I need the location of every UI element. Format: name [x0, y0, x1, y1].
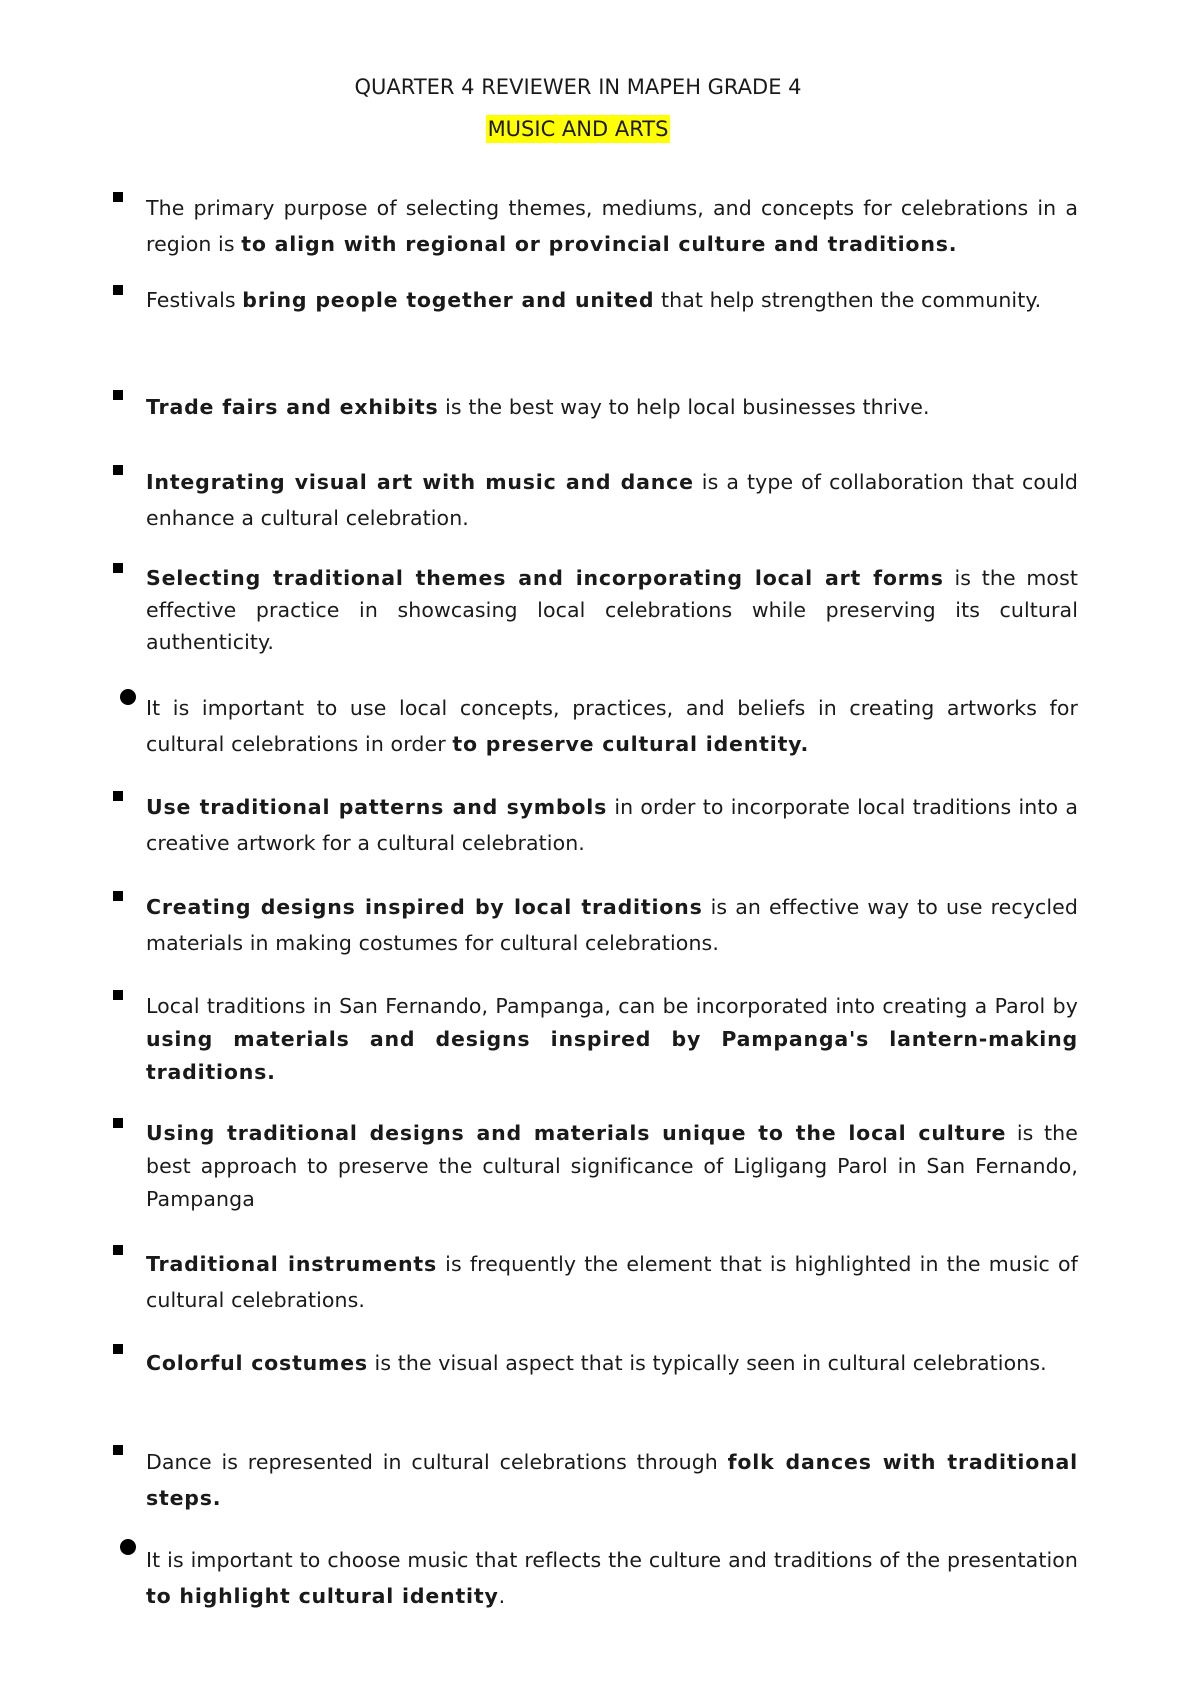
- item-text: Local traditions in San Fernando, Pampanga, can be incorporated into creating a Parol by: [146, 994, 1078, 1018]
- subtitle-highlighted: MUSIC AND ARTS: [487, 117, 669, 141]
- item-bold-text: Traditional instruments: [146, 1252, 437, 1276]
- square-bullet-icon: [113, 1344, 123, 1354]
- item-bold-text: Trade fairs and exhibits: [146, 395, 439, 419]
- list-item: [146, 1246, 1078, 1318]
- list-item: [146, 789, 1078, 861]
- square-bullet-icon: [113, 1445, 123, 1455]
- list-item: [146, 1345, 1078, 1381]
- item-text: that help strengthen the community.: [654, 288, 1042, 312]
- round-bullet-icon: [120, 1539, 136, 1555]
- list-item: [146, 1542, 1078, 1614]
- square-bullet-icon: [113, 465, 123, 475]
- square-bullet-icon: [113, 1245, 123, 1255]
- page-title: QUARTER 4 REVIEWER IN MAPEH GRADE 4: [354, 75, 802, 99]
- square-bullet-icon: [113, 791, 123, 801]
- item-bold-text: to preserve cultural identity.: [452, 732, 810, 756]
- item-text: is frequently the element that is highlighted in the music of cultural celebrations.: [146, 1252, 1078, 1312]
- item-text: It is important to choose music that reflects the culture and traditions of the presentation: [146, 1548, 1078, 1572]
- square-bullet-icon: [113, 563, 123, 573]
- item-text: is the visual aspect that is typically seen in cultural celebrations.: [367, 1351, 1047, 1375]
- item-text: is an effective way to use recycled materials in making costumes for cultural celebrations.: [146, 895, 1078, 955]
- item-bold-text: folk dances with traditional steps.: [146, 1450, 1078, 1510]
- square-bullet-icon: [113, 390, 123, 400]
- item-bold-text: Creating designs inspired by local traditions: [146, 895, 703, 919]
- item-text: in order to incorporate local traditions into a creative artwork for a cultural celebration.: [146, 795, 1078, 855]
- item-bold-text: using materials and designs inspired by Pampanga's lantern-making traditions.: [146, 1027, 1078, 1084]
- item-text: Dance is represented in cultural celebrations through: [146, 1450, 728, 1474]
- item-bold-text: to align with regional or provincial culture and traditions.: [241, 232, 958, 256]
- square-bullet-icon: [113, 285, 123, 295]
- item-text: The primary purpose of selecting themes, mediums, and concepts for celebrations in a region is: [146, 196, 1078, 256]
- item-text: is a type of collaboration that could enhance a cultural celebration.: [146, 470, 1078, 530]
- list-item: [146, 464, 1078, 536]
- item-bold-text: to highlight cultural identity: [146, 1584, 499, 1608]
- item-bold-text: Integrating visual art with music and dance: [146, 470, 694, 494]
- list-item: [146, 990, 1078, 1089]
- item-text: is the best way to help local businesses thrive.: [438, 395, 930, 419]
- list-item: [146, 389, 1078, 425]
- list-item: [146, 1444, 1078, 1516]
- subtitle-container: [0, 115, 1156, 143]
- list-item: [146, 1117, 1078, 1216]
- item-text: Festivals: [146, 288, 243, 312]
- list-item: [146, 889, 1078, 961]
- item-text: is the best approach to preserve the cultural significance of Ligligang Parol in San Fernando, Pampanga: [146, 1121, 1078, 1211]
- list-item: [146, 690, 1078, 762]
- item-bold-text: Use traditional patterns and symbols: [146, 795, 608, 819]
- square-bullet-icon: [113, 192, 123, 202]
- item-bold-text: Colorful costumes: [146, 1351, 368, 1375]
- item-bold-text: bring people together and united: [242, 288, 655, 312]
- square-bullet-icon: [113, 990, 123, 1000]
- list-item: [146, 282, 1078, 318]
- item-text: .: [498, 1584, 506, 1608]
- item-text: is the most effective practice in showcasing local celebrations while preserving its cultural authenticity.: [146, 566, 1078, 654]
- square-bullet-icon: [113, 1118, 123, 1128]
- list-item: [146, 562, 1078, 658]
- round-bullet-icon: [120, 689, 136, 705]
- item-text: It is important to use local concepts, practices, and beliefs in creating artworks for cultural celebrations in order: [146, 696, 1078, 756]
- square-bullet-icon: [113, 891, 123, 901]
- item-bold-text: Selecting traditional themes and incorporating local art forms: [146, 566, 944, 590]
- list-item: [146, 190, 1078, 262]
- item-bold-text: Using traditional designs and materials unique to the local culture: [146, 1121, 1007, 1145]
